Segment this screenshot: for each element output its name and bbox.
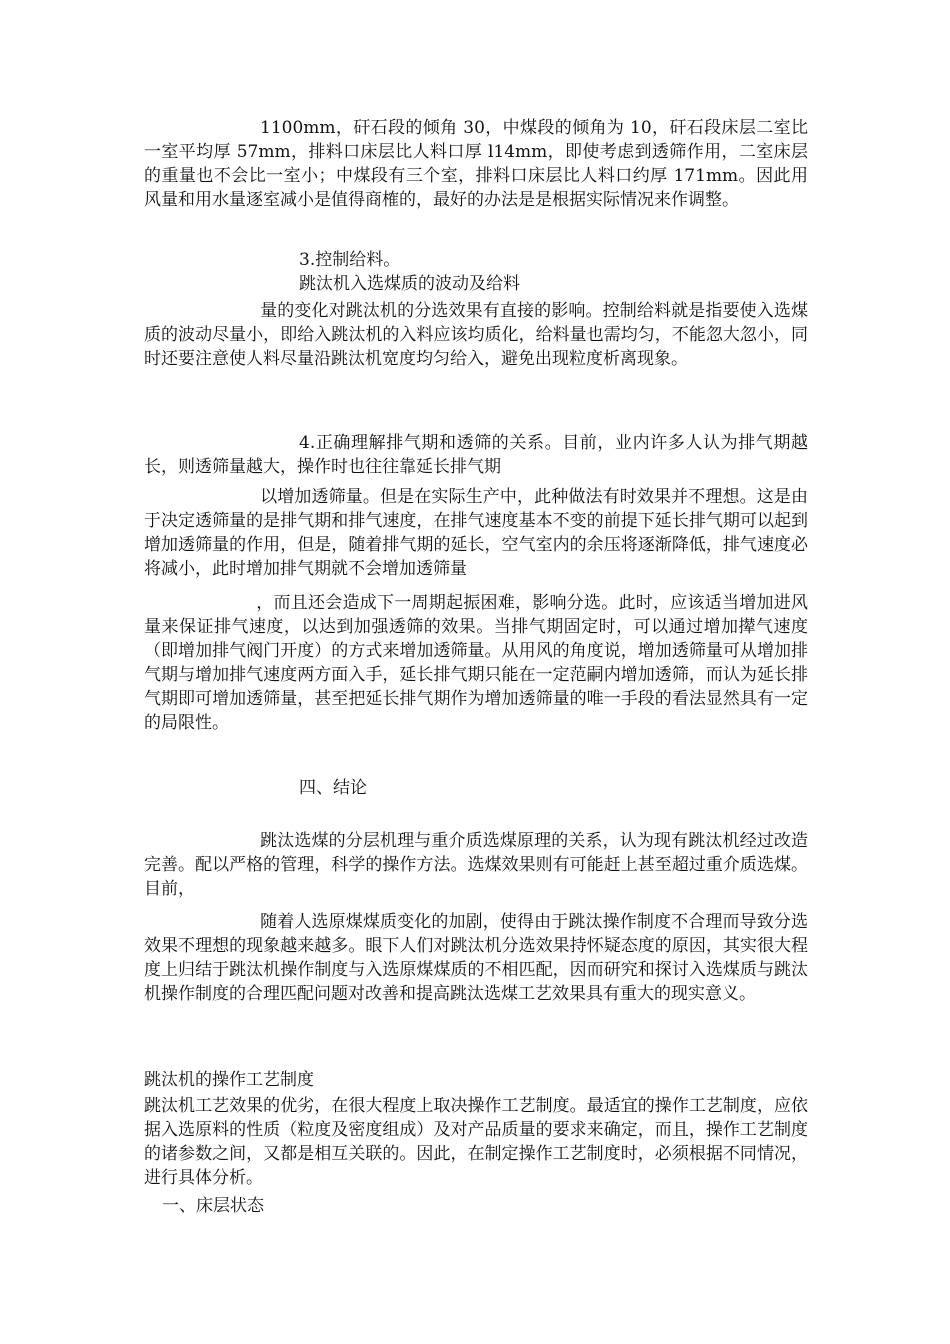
feed-paragraph-lead: 跳汰机入选煤质的波动及给料 (299, 274, 520, 294)
paragraph-exhaust-screening-lead (144, 431, 808, 479)
section-title-conclusion: 四、结论 (299, 778, 367, 798)
paragraph-bed-thickness-text: 1100mm，矸石段的倾角 30，中煤段的倾角为 10，矸石段床层二室比一室平均厚 57mm，排料口床层比人料口厚 l14mm，即使考虑到透筛作用，二室床层的重量也不会比一室小；中煤段有三个室，排料口床层比人料口约厚 171mm。因此用风量和用水量逐室减小是值得商榷的，最好的办法是是根据实际情况来作调整。 (144, 118, 808, 210)
paragraph-conclusion-2-text: 随着人选原煤煤质变化的加剧，使得由于跳汰操作制度不合理而导致分选效果不理想的现象越来越多。眼下人们对跳汰机分选效果持怀疑态度的原因，其实很大程度上归结于跳汰机操作制度与入选原煤煤质的不相匹配，因而研究和探讨入选煤质与跳汰机操作制度的合理匹配问题对改善和提高跳汰选煤工艺效果具有重大的现实意义。 (144, 912, 808, 1004)
paragraph-control-feed-text: 量的变化对跳汰机的分选效果有直接的影响。控制给料就是指要使入选煤质的波动尽量小，即给入跳汰机的入料应该均质化，给料量也需均匀，不能忽大忽小，同时还要注意使人料尽量沿跳汰机宽度均匀给入，避免出现粒度析离现象。 (144, 301, 808, 369)
subsection-title-bed-state (144, 1194, 808, 1218)
section-title-operating-regime: 跳汰机的操作工艺制度 (144, 1070, 314, 1090)
paragraph-conclusion-1 (144, 829, 808, 901)
paragraph-conclusion-1-text: 跳汰选煤的分层机理与重介质选煤原理的关系，认为现有跳汰机经过改造完善。配以严格的管理，科学的操作方法。选煤效果则有可能赶上甚至超过重介质选煤。目前， (144, 831, 808, 899)
paragraph-bed-thickness (144, 116, 808, 212)
heading-control-feed: 3.控制给料。 (299, 250, 401, 270)
paragraph-exhaust-screening-body (144, 485, 808, 581)
paragraph-control-feed (144, 299, 808, 371)
paragraph-exhaust-screening-tail (144, 591, 808, 735)
paragraph-exhaust-screening-lead-text: 4.正确理解排气期和透筛的关系。目前，业内许多人认为排气期越长，则透筛量越大，操作时也往往靠延长排气期 (144, 433, 808, 477)
paragraph-exhaust-screening-tail-text: ，而且还会造成下一周期起振困难，影响分选。此时，应该适当增加进风量来保证排气速度，以达到加强透筛的效果。当排气期固定时，可以通过增加撵气速度（即增加排气阀门开度）的方式来增加透筛量。从用风的角度说，增加透筛量可从增加排气期与增加排气速度两方面入手，延长排气期只能在一定范嗣内增加透筛，而认为延长排气期即可增加透筛量，甚至把延长排气期作为增加透筛量的唯一手段的看法显然具有一定的局限性。 (144, 593, 808, 733)
paragraph-conclusion-2 (144, 910, 808, 1006)
subsection-title-bed-state-text: 一、床层状态 (162, 1196, 264, 1216)
paragraph-operating-regime: 跳汰机工艺效果的优劣，在很大程度上取决操作工艺制度。最适宜的操作工艺制度，应依据入选原料的性质（粒度及密度组成）及对产品质量的要求来确定，而且，操作工艺制度的诸参数之间，又都是相互关联的。因此，在制定操作工艺制度时，必须根据不同情况，进行具体分析。 (144, 1096, 808, 1188)
paragraph-exhaust-screening-body-text: 以增加透筛量。但是在实际生产中，此种做法有时效果并不理想。这是由于决定透筛量的是排气期和排气速度，在排气速度基本不变的前提下延长排气期可以起到增加透筛量的作用，但是，随着排气期的延长，空气室内的余压将逐渐降低，排气速度必将减小，此时增加排气期就不会增加透筛量 (144, 487, 808, 579)
